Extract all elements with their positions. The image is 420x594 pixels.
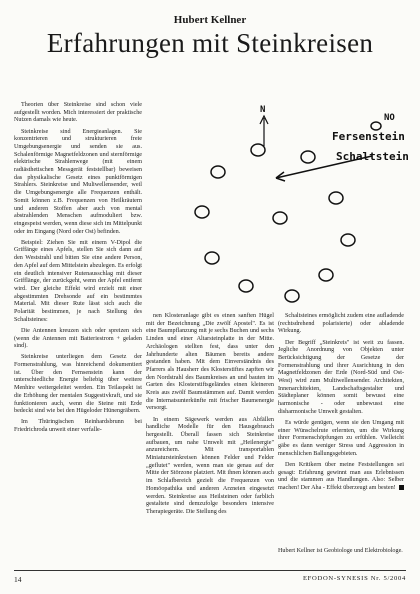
paragraph: In einem Sägewerk werden aus Abfällen handliche Modelle für den Hausgebrauch hergestellt. Überall fassen sich Steinkreise aufbauen, um nahe Umwelt mit „Heilenergie" anzureichern. Mit transportablen Miniatursteinkreisen können Felder und Felder „geflutet" werden, wenn man sie genau auf der Mitte der Störzone platziert. Mit ihnen können auch im Schlafbereich gezielt die Frequenzen von Homöopathika und anderen Arzneien eingesetzt werden. Steinkreise aus Heilsteinen oder farblich gestaltete sind demzufolge besonders intensive Therapiegeräte. Die Stellung des [146, 416, 274, 515]
fernsenstein-label: Fersenstein [332, 130, 405, 143]
stone-marker [205, 252, 219, 264]
stone-marker [319, 269, 333, 281]
fernsenstein-marker [371, 122, 381, 130]
paragraph: Steinkreise unterliegen dem Gesetz der Formenstrahlung, was hinreichend dokumentiert ist. Über den Fernsenstein kann der unterschiedliche Energie beliebig über weitere Menhire weitergeleitet werden. Ein Teilaspekt ist die Erhöhung der mentalen Suggestivkraft, und sie funktionieren auch, wenn die Steine mit Erde bedeckt sind wie bei den Hügeloder Hünengräbern. [14, 354, 142, 415]
page-number: 14 [14, 575, 22, 584]
stone-marker [273, 212, 287, 224]
paragraph: Es würde genügen, wenn sie den Umgang mit einer Wünschelrute erlernten, um die Wirkung ihrer Formenschöpfungen zu erfühlen. Vielleicht gäbe es dann weniger Stress und Aggression in menschlichen Ballungsgebieten. [278, 419, 404, 457]
paragraph [278, 462, 404, 493]
closing-text: Den Kritikern über meine Feststellungen sei gesagt: Erfahrung gewinnt man aus Erlebnissen und die stammen aus Handlungen. Also: Selber machen! Der Aha - Effekt überzeugt am besten! [278, 461, 404, 491]
stone-circle-diagram [146, 100, 410, 312]
paragraph: Beispiel: Ziehen Sie mit einem V-Dipol die Griffänge eines Apfels, stellen Sie sich dann auf den Weststrahl und bitten Sie eine andere Person, den Apfel auf dem Mittelstein abzulegen. Es erfolgt ein deutlich intensiver Rutenausschlag mit dieser Grifflänge, der zurückgeht, wenn der Apfel entfernt wird. Der gleiche Effekt wird erzielt mit einer abgestimmten Drehsonde auf ein bestimmtes Material. Mit dieser Rute lässt sich auch die Polarität bestimmen, je nach Stellung des Schaltsteines: [14, 239, 142, 323]
stone-marker [211, 166, 225, 178]
paragraph: Steinkreise sind Energieanlagen. Sie konzentrieren und strukturieren freie Umgebungsenergie und senden sie aus. Schalenförmige Magnetfeldzonen und sternförmige elektrische Strahlenwege (mit einem radiästhetischen Messgerät feststellbar) beweisen das physikalische Gesetz eines punktförmigen Strahlers. Steinkreise und Muliwellensender, weil die Umgebungsenergie alle Frequenzen enthält. Somit können z.B. Frequenzen von Heilkräutern und anderen Stoffen aber auch von mental abstrahlenden Menschen aufmoduliert bzw. eingespeist werden, wenn diese sich im Mittelpunkt oder im Eingang (Nord oder Ost) befinden. [14, 128, 142, 235]
stone-marker [251, 144, 265, 156]
footer-divider [14, 570, 406, 571]
article-title: Erfahrungen mit Steinkreisen [46, 28, 374, 58]
text-column-3 [278, 313, 404, 496]
no-label: NO [384, 113, 395, 123]
paragraph: Der Begriff „Steinkreis" ist weit zu fassen. Jegliche Anordnung von Objekten unter Berücksichtigung der Gesetze der Formenstrahlung und ihrer Ausrichtung in den Magnetfeldzonen der Erde (Nord-Süd und Ost-West) wird zum Multiwellensender. Architekten, Innenarchitekten, Landschaftsgestalter und Städteplaner können somit bewusst eine harmonische - oder unbewusst eine disharmonische Umwelt gestalten. [278, 339, 404, 415]
paragraph: Im Thüringischen Reinhardsbrunn bei Friedrichroda unweit einer verfalle- [14, 419, 142, 434]
stone-marker [195, 206, 209, 218]
north-arrow [260, 116, 268, 146]
stone-marker [285, 290, 299, 302]
paragraph: Die Antennen kreuzen sich oder spreizen sich (wenn die Antennen mit Batteriestrom + geladen sind). [14, 327, 142, 350]
north-label: N [260, 105, 266, 115]
text-column-1 [14, 102, 142, 438]
author-bio: Hubert Kellner ist Geobiologe und Elektrobiologe. [278, 548, 403, 554]
schaltstein-label: Schaltstein [336, 150, 409, 163]
author-name: Hubert Kellner [173, 14, 247, 26]
paragraph: Theorien über Steinkreise sind schon viele aufgestellt worden. Mich interessiert der praktische Nutzen damals wie heute. [14, 102, 142, 124]
paragraph: Schaltsteines ermöglicht zudem eine aufladende (rechtsdrehend polarisierte) oder abladende Wirkung. [278, 313, 404, 335]
stone-marker [301, 151, 315, 163]
end-mark [399, 485, 404, 490]
stone-marker [239, 280, 253, 292]
issue-label: EFODON-SYNESIS Nr. 5/2004 [302, 575, 406, 582]
stone-marker [329, 192, 343, 204]
stone-marker [341, 234, 355, 246]
paragraph: nen Klosteranlage gibt es einen sanften Hügel mit der Bezeichnung „Die zwölf Apostel". Es ist eine Baumpflanzung mit je sechs Buchen und sechs Linden und einer Altarsteinplatte in der Mitte. Archäologen stellten fest, dass unter den Jahrhunderte alten Bäumen bereits andere gestanden haben. Mit dem Einverständnis des Pfarrers als Hausherr des Klosterstiftes zapften wir den Nordstrahl des Baumkreises an und bauten im Garten des Klosterstiftsgeländes einen kleineren Kreis aus zwölf Baumstämmen auf. Damit werden die Internatsunterkünfte mit frischer Baumenergie versorgt. [146, 313, 274, 412]
text-column-2 [146, 313, 274, 520]
